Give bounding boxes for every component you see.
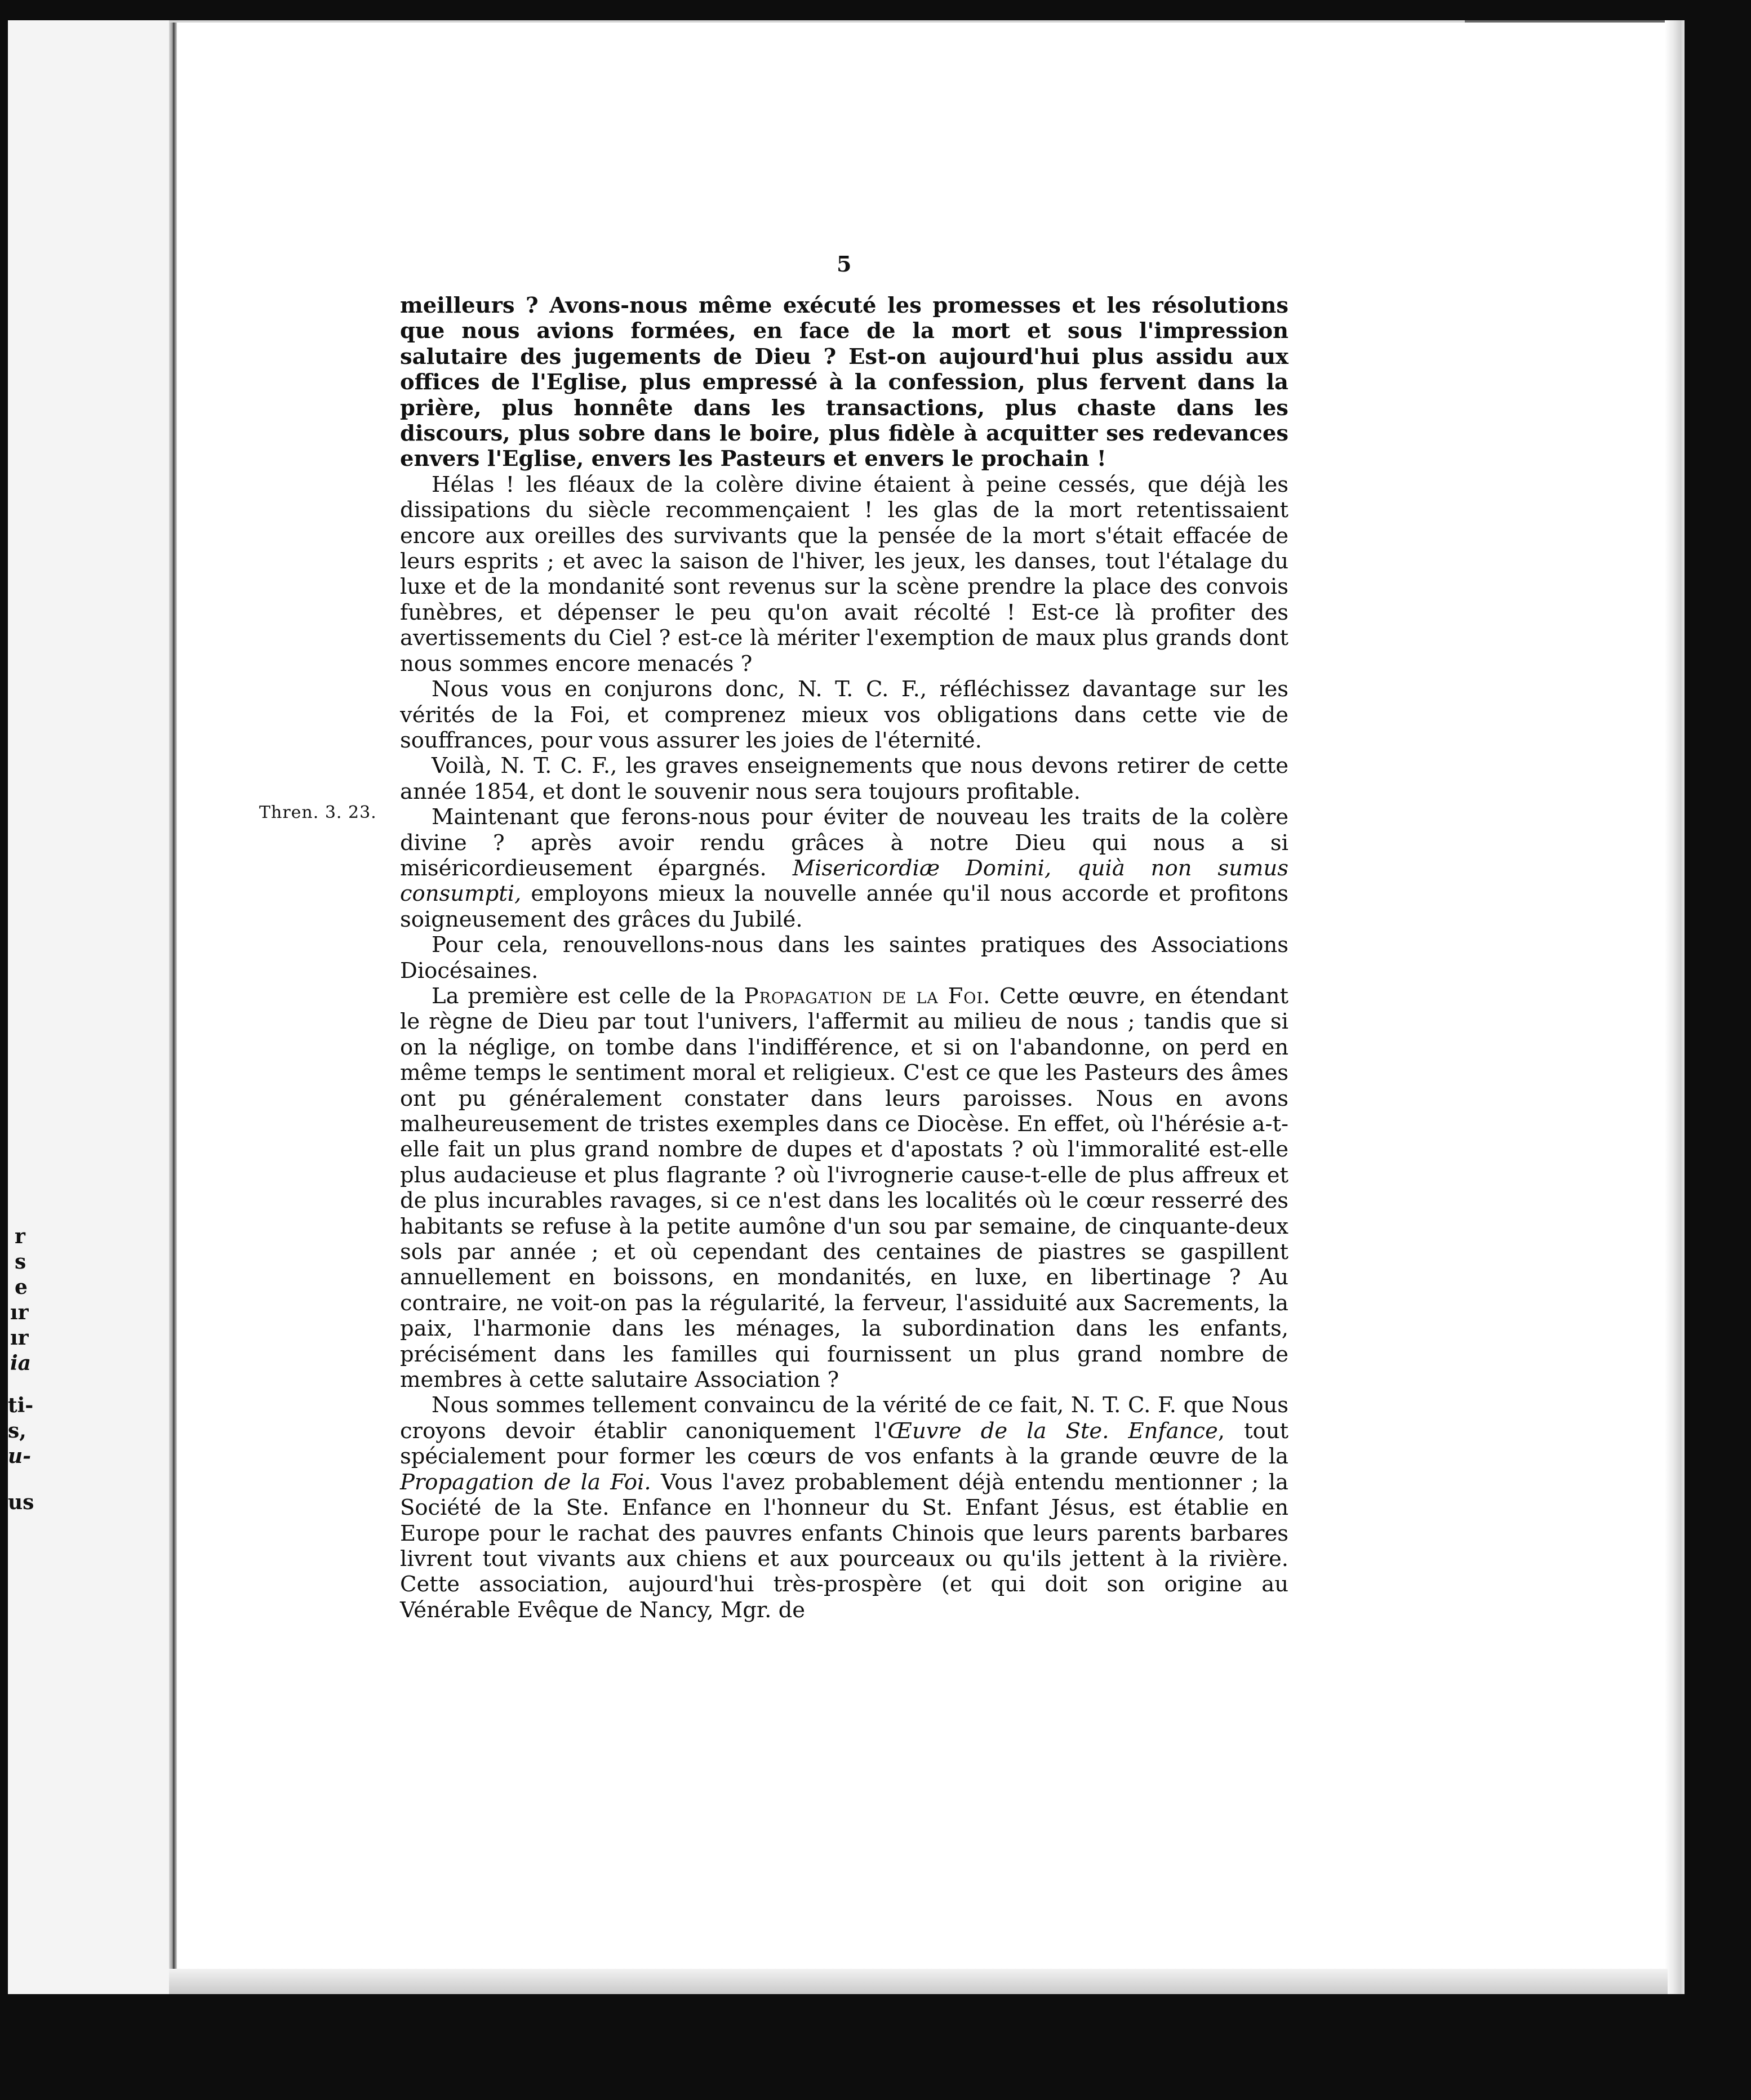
paragraph: meilleurs ? Avons-nous même exécuté les promesses et les résolutions que nous avions formées, en face de la mort et sous l'impression salutaire des jugements de Dieu ? Est-on aujourd'hui plus assidu aux offices de l'Eglise, plus empressé à la confession, plus fervent dans la prière, plus honnête dans les transactions, plus chaste dans les discours, plus sobre dans le boire, plus fidèle à acquitter ses redevances envers l'Eglise, envers les Pasteurs et envers le prochain ! (400, 293, 1288, 472)
latin-quote: Misericordiæ Domini, quià non sumus consumpti, (400, 855, 1288, 907)
fragment: ia (10, 1351, 32, 1375)
paragraph: Voilà, N. T. C. F., les graves enseignements que nous devons retirer de cette année 1854, et dont le souvenir nous sera toujours profitable. (400, 753, 1288, 804)
previous-page-fragments (8, 20, 177, 1994)
body-text (400, 293, 1288, 1623)
paragraph-text: Vous l'avez probablement déjà entendu mentionner ; la Société de la Ste. Enfance en l'honneur du St. Enfant Jésus, est établie en Europe pour le rachat des pauvres enfants Chinois que leurs parents barbares livrent tout vivants aux chiens et aux pourceaux ou qu'ils jettent à la rivière. Cette association, aujourd'hui très-prospère (et qui doit son origine au Vénérable Evêque de Nancy, Mgr. de (400, 1469, 1288, 1623)
small-caps-title: Propagation de la Foi. (744, 983, 991, 1009)
page-fold (169, 17, 177, 1994)
fragment: r (15, 1225, 25, 1248)
fragment: ır (10, 1301, 29, 1324)
italic-title: Œuvre de la Ste. Enfance (887, 1418, 1218, 1444)
fragment: ti- (8, 1394, 34, 1417)
paragraph-text: Maintenant que ferons-nous pour éviter de nouveau les traits de la colère divine ? après avoir rendu grâces à notre Dieu qui nous a si miséricordieusement épargnés. (400, 804, 1288, 881)
paragraph-text: Nous sommes tellement convaincu de la vérité de ce fait, N. T. C. F. que Nous croyons devoir établir canoniquement l' (400, 1392, 1288, 1444)
page-right-edge (1665, 17, 1687, 1997)
fragment: u- (8, 1444, 32, 1468)
scan-border-right (1685, 0, 1751, 2100)
page-number: 5 (837, 251, 852, 277)
fragment: us (8, 1491, 34, 1514)
fragment: s, (8, 1419, 26, 1443)
paragraph-text: Cette œuvre, en étendant le règne de Dieu par tout l'univers, l'affermit au milieu de nous ; tandis que si on la néglige, on tombe dans l'indifférence, et si on l'abandonne, on perd en même temps le sentiment moral et religieux. C'est ce que les Pasteurs des âmes ont pu généralement constater dans leurs paroisses. Nous en avons malheureusement de tristes exemples dans ce Diocèse. En effet, où l'hérésie a-t-elle fait un plus grand nombre de dupes et d'apostats ? où l'immoralité est-elle plus audacieuse et plus flagrante ? où l'ivrognerie cause-t-elle de plus affreux et de plus incurables ravages, si ce n'est dans les localités où le cœur resserré des habitants se refuse à la petite aumône d'un sou par semaine, de cinquante-deux sols par année ; et où cependant des centaines de piastres se gaspillent annuellement en boissons, en mondanités, en luxe, en libertinage ? Au contraire, ne voit-on pas la régularité, la ferveur, l'assiduité aux Sacrements, la paix, l'harmonie dans les ménages, la subordination dans les enfants, précisément dans les familles qui fournissent un plus grand nombre de membres à cette salutaire Association ? (400, 983, 1288, 1393)
paragraph (400, 984, 1288, 1393)
page-bottom-edge (169, 1969, 1668, 1994)
fragment: e (15, 1275, 28, 1299)
paragraph-text: , tout spécialement pour former les cœurs de vos enfants à la grande œuvre de la (400, 1418, 1288, 1470)
paragraph: Pour cela, renouvellons-nous dans les saintes pratiques des Associations Diocésaines. (400, 932, 1288, 984)
scan-border-top (0, 0, 1751, 20)
paragraph (400, 1392, 1288, 1623)
paragraph-text: La première est celle de la (432, 983, 744, 1009)
paragraph-text: employons mieux la nouvelle année qu'il nous accorde et profitons soigneusement des grâces du Jubilé. (400, 881, 1288, 932)
paragraph: Hélas ! les fléaux de la colère divine étaient à peine cessés, que déjà les dissipations du siècle recommençaient ! les glas de la mort retentissaient encore aux oreilles des survivants que la pensée de la mort s'était effacée de leurs esprits ; et avec la saison de l'hiver, les jeux, les danses, tout l'étalage du luxe et de la mondanité sont revenus sur la scène prendre la place des convois funèbres, et dépenser le peu qu'on avait récolté ! Est-ce là profiter des avertissements du Ciel ? est-ce là mériter l'exemption de maux plus grands dont nous sommes encore menacés ? (400, 471, 1288, 677)
margin-note: Thren. 3. 23. (259, 803, 377, 822)
fragment: ır (10, 1326, 29, 1350)
scan-border-bottom (0, 1994, 1751, 2100)
previous-page (8, 20, 172, 1994)
fragment: s (15, 1250, 26, 1274)
scan-border-left (0, 0, 8, 2100)
italic-title: Propagation de la Foi. (400, 1469, 651, 1495)
paragraph (400, 804, 1288, 932)
paragraph: Nous vous en conjurons donc, N. T. C. F., réfléchissez davantage sur les vérités de la Foi, et comprenez mieux vos obligations dans cette vie de souffrances, pour vous assurer les joies de l'éternité. (400, 677, 1288, 753)
